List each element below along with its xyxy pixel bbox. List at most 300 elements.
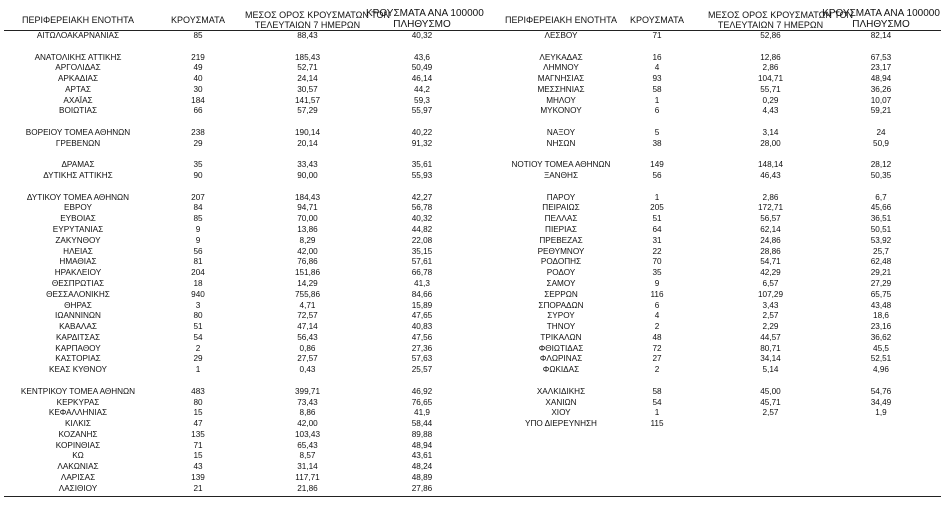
per100k-value: 36,62 [870,332,892,342]
table-row [0,429,945,440]
region-name: ΣΥΡΟΥ [547,311,575,321]
avg-value: 185,43 [294,52,321,62]
region-name: ΠΕΙΡΑΙΩΣ [542,203,580,213]
cases-value: 2 [654,365,660,375]
table-row [0,418,945,429]
avg-value: 65,43 [297,440,318,450]
cases-value: 31 [652,235,662,245]
header-per100k-right-line2: ΠΛΗΘΥΣΜΟ [852,19,910,30]
region-name: ΡΟΔΟΠΗΣ [540,257,582,267]
cases-value: 85 [193,31,203,40]
cases-value: 56 [193,246,203,256]
cases-value: 29 [193,138,203,148]
avg-value: 24,14 [297,74,318,84]
per100k-value: 43,48 [870,300,892,310]
region-name: ΑΙΤΩΛΟΑΚΑΡΝΑΝΙΑΣ [36,31,120,40]
avg-value: 5,14 [762,365,779,375]
per100k-value: 55,93 [411,171,433,181]
per100k-value: 36,51 [870,214,892,224]
region-name: ΑΝΑΤΟΛΙΚΗΣ ΑΤΤΙΚΗΣ [34,52,122,62]
cases-value: 21 [193,483,203,493]
cases-value: 149 [650,160,664,170]
per100k-value: 48,89 [411,472,433,482]
table-row [0,246,945,257]
cases-value: 71 [652,31,662,40]
region-name: ΡΟΔΟΥ [546,268,576,278]
cases-value: 139 [191,472,205,482]
cases-value: 35 [193,160,203,170]
table-row [0,73,945,84]
region-name: ΞΑΝΘΗΣ [543,171,579,181]
region-name: ΖΑΚΥΝΘΟΥ [55,235,101,245]
cases-value: 4 [654,63,660,73]
table-row [0,202,945,213]
avg-value: 0,29 [762,95,779,105]
cases-value: 81 [193,257,203,267]
per100k-value: 44,82 [411,225,433,235]
avg-value: 107,29 [757,289,784,299]
region-name: ΠΕΛΛΑΣ [544,214,578,224]
region-name: ΛΑΡΙΣΑΣ [60,472,96,482]
cases-value: 1 [654,95,660,105]
per100k-value: 36,26 [870,84,892,94]
avg-value: 184,43 [294,192,321,202]
avg-value: 4,43 [762,106,779,116]
per100k-value: 25,7 [873,246,889,256]
cases-value: 84 [193,203,203,213]
header-per100k-right-line1: ΚΡΟΥΣΜΑΤΑ ΑΝΑ 100000 [822,8,940,19]
per100k-value: 27,36 [411,343,433,353]
region-name: ΥΠΟ ΔΙΕΡΕΥΝΗΣΗ [525,419,597,429]
per100k-value: 40,83 [411,322,433,332]
per100k-value: 59,21 [870,106,892,116]
cases-value: 85 [193,214,203,224]
cases-value: 184 [191,95,205,105]
cases-value: 18 [193,278,203,288]
avg-value: 56,57 [760,214,781,224]
avg-value: 4,71 [299,300,316,310]
cases-value: 29 [193,354,203,364]
cases-value: 9 [654,278,660,288]
avg-value: 24,86 [760,235,781,245]
avg-value: 42,00 [297,246,318,256]
avg-value: 103,43 [294,429,321,439]
cases-value: 35 [652,268,662,278]
per100k-value: 35,15 [411,246,433,256]
avg-value: 27,57 [297,354,318,364]
avg-value: 117,71 [295,472,320,482]
cases-value: 219 [191,52,205,62]
region-name: ΚΕΝΤΡΙΚΟΥ ΤΟΜΕΑ ΑΘΗΝΩΝ [20,386,136,396]
avg-value: 8,29 [299,235,316,245]
per100k-value: 50,35 [870,171,892,181]
avg-value: 172,71 [757,203,784,213]
avg-value: 45,00 [760,386,781,396]
per100k-value: 22,08 [411,235,433,245]
cases-value: 80 [193,311,203,321]
avg-value: 148,14 [757,160,784,170]
avg-value: 45,71 [760,397,781,407]
cases-value: 483 [191,386,205,396]
header-region-left: ΠΕΡΙΦΕΡΕΙΑΚΗ ΕΝΟΤΗΤΑ [21,15,135,25]
cases-value: 4 [654,311,660,321]
bottom-rule [4,496,941,497]
region-name: ΛΕΣΒΟΥ [544,31,578,40]
avg-value: 2,29 [762,322,779,332]
per100k-value: 40,32 [411,31,433,40]
per100k-value: 91,32 [411,138,433,148]
per100k-value: 24 [876,128,886,138]
table-row [0,321,945,332]
cases-value: 15 [193,408,203,418]
avg-value: 12,86 [760,52,781,62]
header-region-right: ΠΕΡΙΦΕΡΕΙΑΚΗ ΕΝΟΤΗΤΑ [504,15,618,25]
table-row [0,256,945,267]
per100k-value: 45,5 [873,343,889,353]
region-name: ΣΠΟΡΑΔΩΝ [538,300,584,310]
avg-value: 55,71 [760,84,781,94]
table-row [0,278,945,289]
per100k-value: 62,48 [870,257,892,267]
avg-value: 399,71 [294,386,321,396]
region-name: ΘΕΣΠΡΩΤΙΑΣ [51,278,105,288]
per100k-value: 18,6 [873,311,889,321]
avg-value: 14,29 [297,278,318,288]
cases-value: 64 [652,225,662,235]
avg-value: 33,43 [297,160,318,170]
per100k-value: 45,66 [870,203,892,213]
avg-value: 2,57 [762,408,779,418]
per100k-value: 57,63 [411,354,433,364]
table-row [0,127,945,138]
header-avg-right-line1: ΜΕΣΟΣ ΟΡΟΣ ΚΡΟΥΣΜΑΤΩΝ ΤΟΝ [708,10,854,20]
region-name: ΧΑΛΚΙΔΙΚΗΣ [536,386,586,396]
per100k-value: 50,49 [411,63,433,73]
table-row [0,105,945,116]
per100k-value: 41,3 [414,278,430,288]
region-name: ΛΑΚΩΝΙΑΣ [57,462,99,472]
avg-value: 31,14 [297,462,318,472]
region-name: ΜΕΣΣΗΝΙΑΣ [537,84,585,94]
per100k-value: 10,07 [870,95,892,105]
region-name: ΓΡΕΒΕΝΩΝ [55,138,101,148]
cases-value: 71 [193,440,203,450]
table-row [0,30,945,41]
table-row [0,52,945,63]
region-name: ΦΛΩΡΙΝΑΣ [539,354,583,364]
header-cases-left: ΚΡΟΥΣΜΑΤΑ [171,15,225,25]
avg-value: 90,00 [297,171,318,181]
cases-value: 2 [654,322,660,332]
region-name: ΔΥΤΙΚΟΥ ΤΟΜΕΑ ΑΘΗΝΩΝ [26,192,130,202]
cases-value: 49 [193,63,203,73]
cases-value: 6 [654,300,660,310]
cases-value: 22 [652,246,662,256]
table-row [0,300,945,311]
avg-value: 70,00 [297,214,318,224]
table-row [0,450,945,461]
per100k-value: 58,44 [411,419,433,429]
region-name: ΑΡΓΟΛΙΔΑΣ [55,63,101,73]
per100k-value: 48,24 [411,462,433,472]
region-name: ΣΑΜΟΥ [546,278,576,288]
per100k-value: 84,66 [411,289,433,299]
region-name: ΚΕΦΑΛΛΗΝΙΑΣ [48,408,108,418]
cases-value: 54 [193,332,203,342]
cases-value: 3 [195,300,201,310]
avg-value: 88,43 [297,31,318,40]
cases-value: 1 [654,408,660,418]
region-name: ΑΡΚΑΔΙΑΣ [57,74,99,84]
cases-value: 2 [195,343,201,353]
region-name: ΒΟΡΕΙΟΥ ΤΟΜΕΑ ΑΘΗΝΩΝ [25,128,131,138]
cases-value: 56 [652,171,662,181]
region-name: ΚΑΡΠΑΘΟΥ [55,343,101,353]
per100k-value: 40,22 [411,128,433,138]
avg-value: 62,14 [760,225,781,235]
table-row [0,95,945,106]
table-row [0,170,945,181]
cases-value: 9 [195,235,201,245]
per100k-value: 43,61 [411,451,433,461]
cases-value: 940 [191,289,205,299]
avg-value: 3,43 [762,300,779,310]
per100k-value: 48,94 [870,74,892,84]
header-avg-left-line1: ΜΕΣΟΣ ΟΡΟΣ ΚΡΟΥΣΜΑΤΩΝ ΤΟΝ [245,10,391,20]
per100k-value: 50,9 [873,138,889,148]
region-name: ΚΑΒΑΛΑΣ [59,322,97,332]
cases-value: 135 [191,429,205,439]
region-name: ΧΙΟΥ [551,408,571,418]
region-name: ΔΡΑΜΑΣ [61,160,95,170]
avg-value: 54,71 [760,257,781,267]
per100k-value: 41,9 [414,408,430,418]
region-name: ΦΘΙΩΤΙΔΑΣ [538,343,584,353]
avg-value: 80,71 [760,343,781,353]
cases-value: 27 [652,354,662,364]
table-row [0,289,945,300]
header-avg-left-line2: ΤΕΛΕΥΤΑΙΩΝ 7 ΗΜΕΡΩΝ [254,20,361,30]
avg-value: 21,86 [297,483,318,493]
per100k-value: 52,51 [870,354,892,364]
table-row [0,159,945,170]
region-name: ΦΩΚΙΔΑΣ [542,365,580,375]
per100k-value: 43,6 [414,52,430,62]
per100k-value: 50,51 [870,225,892,235]
region-name: ΚΟΡΙΝΘΙΑΣ [55,440,101,450]
cases-value: 43 [193,462,203,472]
region-name: ΘΕΣΣΑΛΟΝΙΚΗΣ [46,289,110,299]
region-name: ΝΑΞΟΥ [546,128,576,138]
header-per100k-left-line2: ΠΛΗΘΥΣΜΟ [393,19,451,30]
header-cases-right: ΚΡΟΥΣΜΑΤΑ [630,15,684,25]
table-row [0,397,945,408]
avg-value: 46,43 [760,171,781,181]
table-row [0,213,945,224]
table-row [0,224,945,235]
cases-value: 204 [191,268,205,278]
avg-value: 104,71 [757,74,784,84]
avg-value: 0,86 [299,343,316,353]
avg-value: 755,86 [294,289,321,299]
table-row [0,440,945,451]
region-name: ΚΕΑΣ ΚΥΘΝΟΥ [48,365,108,375]
per100k-value: 27,29 [870,278,892,288]
per100k-value: 23,16 [870,322,892,332]
cases-value: 205 [650,203,664,213]
cases-value: 40 [193,74,203,84]
cases-value: 48 [652,332,662,342]
per100k-value: 23,17 [870,63,892,73]
per100k-value: 66,78 [411,268,433,278]
region-name: ΛΑΣΙΘΙΟΥ [58,483,98,493]
avg-value: 0,43 [299,365,316,375]
cases-value: 51 [652,214,662,224]
per100k-value: 6,7 [875,192,887,202]
per100k-value: 89,88 [411,429,433,439]
avg-value: 73,43 [297,397,318,407]
header-per100k-left-line1: ΚΡΟΥΣΜΑΤΑ ΑΝΑ 100000 [366,8,484,19]
avg-value: 76,86 [297,257,318,267]
region-name: ΙΩΑΝΝΙΝΩΝ [55,311,101,321]
cases-value: 116 [650,289,664,299]
per100k-value: 15,89 [411,300,433,310]
per100k-value: 67,53 [870,52,892,62]
cases-value: 38 [652,138,662,148]
per100k-value: 35,61 [411,160,433,170]
per100k-value: 28,12 [870,160,892,170]
table-row [0,62,945,73]
cases-value: 80 [193,397,203,407]
per100k-value: 48,94 [411,440,433,450]
table-row [0,386,945,397]
region-name: ΠΙΕΡΙΑΣ [545,225,577,235]
per100k-value: 47,65 [411,311,433,321]
cases-value: 72 [652,343,662,353]
region-name: ΕΥΡΥΤΑΝΙΑΣ [52,225,104,235]
region-name: ΚΟΖΑΝΗΣ [58,429,98,439]
table-row [0,343,945,354]
cases-value: 30 [193,84,203,94]
avg-value: 56,43 [297,332,318,342]
region-name: ΚΙΛΚΙΣ [64,419,91,429]
avg-value: 3,14 [762,128,779,138]
region-name: ΑΡΤΑΣ [65,84,91,94]
per100k-value: 59,3 [414,95,430,105]
per100k-value: 4,96 [873,365,889,375]
cases-value: 93 [652,74,662,84]
region-name: ΜΗΛΟΥ [546,95,576,105]
region-name: ΚΑΡΔΙΤΣΑΣ [55,332,101,342]
per100k-value: 34,49 [870,397,892,407]
table-row [0,483,945,494]
table-row [0,332,945,343]
region-name: ΡΕΘΥΜΝΟΥ [537,246,585,256]
region-name: ΔΥΤΙΚΗΣ ΑΤΤΙΚΗΣ [43,171,113,181]
per100k-value: 46,92 [411,386,433,396]
per100k-value: 44,2 [414,84,430,94]
table-row [0,235,945,246]
table-row [0,192,945,203]
table-row [0,472,945,483]
table-row [0,138,945,149]
per100k-value: 56,78 [411,203,433,213]
region-name: ΗΛΕΙΑΣ [63,246,93,256]
cases-value: 238 [191,128,205,138]
cases-value: 9 [195,225,201,235]
cases-value: 16 [652,52,662,62]
per100k-value: 76,65 [411,397,433,407]
avg-value: 28,86 [760,246,781,256]
avg-value: 52,71 [297,63,318,73]
region-name: ΕΒΡΟΥ [64,203,92,213]
region-name: ΕΥΒΟΙΑΣ [60,214,96,224]
region-name: ΜΥΚΟΝΟΥ [540,106,582,116]
cases-value: 58 [652,84,662,94]
avg-value: 47,14 [297,322,318,332]
avg-value: 28,00 [760,138,781,148]
avg-value: 34,14 [760,354,781,364]
region-name: ΛΕΥΚΑΔΑΣ [539,52,583,62]
per100k-value: 29,21 [870,268,892,278]
region-name: ΚΩ [72,451,84,461]
region-name: ΤΗΝΟΥ [546,322,576,332]
region-name: ΧΑΝΙΩΝ [545,397,577,407]
avg-value: 52,86 [760,31,781,40]
avg-value: 13,86 [297,225,318,235]
region-name: ΠΡΕΒΕΖΑΣ [539,235,583,245]
avg-value: 151,86 [294,268,321,278]
cases-value: 66 [193,106,203,116]
per100k-value: 57,61 [411,257,433,267]
region-name: ΑΧΑΪΑΣ [63,95,93,105]
region-name: ΚΕΡΚΥΡΑΣ [56,397,100,407]
avg-value: 2,86 [762,192,779,202]
avg-value: 2,86 [762,63,779,73]
table-row [0,407,945,418]
cases-value: 70 [652,257,662,267]
region-name: ΠΑΡΟΥ [546,192,576,202]
avg-value: 2,57 [762,311,779,321]
region-name: ΗΡΑΚΛΕΙΟΥ [54,268,102,278]
cases-value: 1 [654,192,660,202]
per100k-value: 47,56 [411,332,433,342]
table-row [0,84,945,95]
avg-value: 190,14 [294,128,321,138]
region-name: ΚΑΣΤΟΡΙΑΣ [55,354,101,364]
avg-value: 42,29 [760,268,781,278]
per100k-value: 42,27 [411,192,433,202]
cases-value: 54 [652,397,662,407]
cases-value: 15 [193,451,203,461]
per100k-value: 25,57 [411,365,433,375]
header-avg-right-line2: ΤΕΛΕΥΤΑΙΩΝ 7 ΗΜΕΡΩΝ [717,20,824,30]
table-row [0,461,945,472]
region-name: ΝΟΤΙΟΥ ΤΟΜΕΑ ΑΘΗΝΩΝ [511,160,611,170]
region-name: ΝΗΣΩΝ [546,138,576,148]
per100k-value: 55,97 [411,106,433,116]
region-name: ΜΑΓΝΗΣΙΑΣ [537,74,585,84]
table-row [0,353,945,364]
avg-value: 94,71 [297,203,318,213]
avg-value: 44,57 [760,332,781,342]
region-name: ΣΕΡΡΩΝ [544,289,578,299]
region-name: ΤΡΙΚΑΛΩΝ [540,332,582,342]
table-row [0,310,945,321]
cases-value: 207 [191,192,205,202]
table-row [0,364,945,375]
avg-value: 8,57 [299,451,316,461]
